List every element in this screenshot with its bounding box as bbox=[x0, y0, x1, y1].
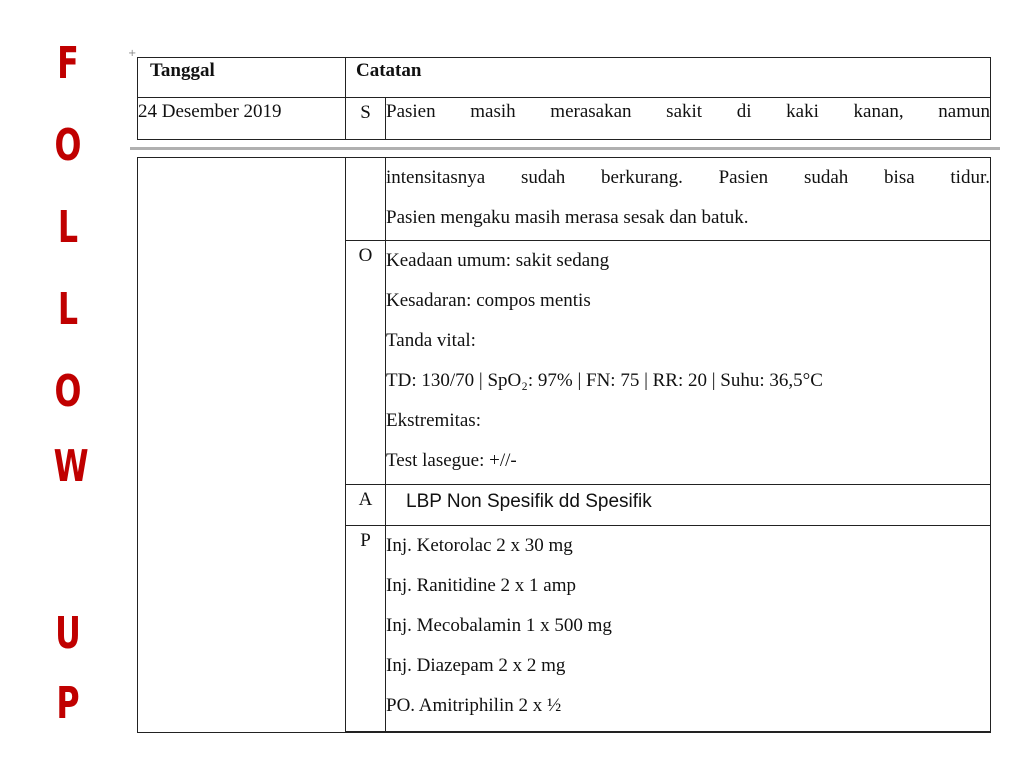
p-content bbox=[386, 526, 991, 732]
side-letter: O bbox=[54, 120, 82, 171]
header-tanggal: Tanggal bbox=[138, 58, 346, 98]
follow-up-vertical-title bbox=[48, 40, 88, 740]
s-text: Pasien masih merasakan sakit di kaki kanan, namun bbox=[386, 98, 991, 140]
p-letter: P bbox=[346, 526, 386, 732]
p-line: Inj. Diazepam 2 x 2 mg bbox=[386, 655, 566, 676]
a-text: LBP Non Spesifik dd Spesifik bbox=[386, 485, 991, 526]
side-letter: L bbox=[57, 202, 79, 253]
s-letter: S bbox=[346, 98, 386, 140]
o-line: TD: 130/70 | SpO₂: 97% | FN: 75 | RR: 20 | Suhu: 36,5°C bbox=[386, 370, 823, 391]
side-letter: W bbox=[53, 441, 89, 492]
s-letter-empty bbox=[346, 158, 386, 241]
soap-table-top bbox=[137, 57, 991, 140]
date-cell: 24 Desember 2019 bbox=[138, 98, 346, 140]
side-letter: U bbox=[55, 608, 81, 659]
p-line: Inj. Ketorolac 2 x 30 mg bbox=[386, 535, 573, 556]
page-break-divider bbox=[130, 147, 1000, 150]
o-letter: O bbox=[346, 241, 386, 485]
date-cell-empty bbox=[138, 158, 346, 732]
p-line: Inj. Mecobalamin 1 x 500 mg bbox=[386, 615, 612, 636]
p-line: Inj. Ranitidine 2 x 1 amp bbox=[386, 575, 576, 596]
table-handle-icon: + bbox=[128, 48, 137, 59]
o-line: Kesadaran: compos mentis bbox=[386, 290, 591, 311]
o-line: Test lasegue: +//- bbox=[386, 450, 517, 471]
header-catatan: Catatan bbox=[346, 58, 991, 98]
s-line: Pasien mengaku masih merasa sesak dan batuk. bbox=[386, 207, 749, 228]
s-line: intensitasnya sudah berkurang. Pasien sudah bisa tidur. bbox=[386, 167, 990, 188]
a-letter: A bbox=[346, 485, 386, 526]
side-letter: L bbox=[57, 284, 79, 335]
side-letter: O bbox=[54, 366, 82, 417]
o-line: Keadaan umum: sakit sedang bbox=[386, 250, 610, 271]
o-content bbox=[386, 241, 991, 485]
side-letter: F bbox=[57, 38, 79, 89]
table-bottom-edge bbox=[137, 732, 991, 733]
p-line: PO. Amitriphilin 2 x ½ bbox=[386, 695, 562, 716]
o-line: Ekstremitas: bbox=[386, 410, 481, 431]
soap-table-bottom bbox=[137, 157, 991, 732]
side-letter: P bbox=[56, 678, 80, 729]
s-continued bbox=[386, 158, 991, 241]
o-line: Tanda vital: bbox=[386, 330, 476, 351]
